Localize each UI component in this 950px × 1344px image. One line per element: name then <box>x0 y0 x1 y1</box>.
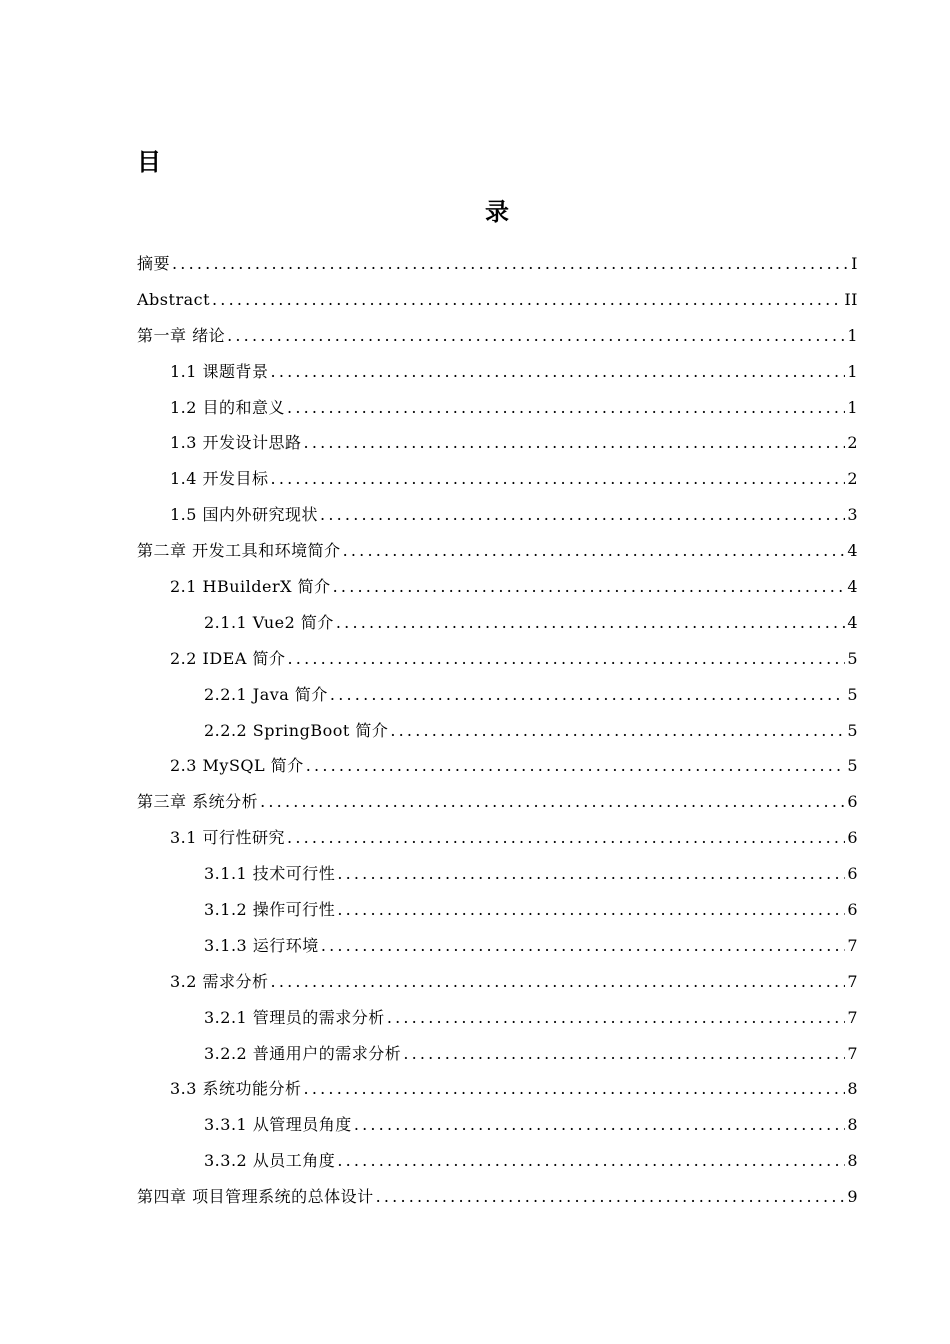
toc-entry-label: 1.3 开发设计思路 <box>170 433 302 453</box>
toc-dot-leader <box>304 1075 846 1103</box>
toc-dot-leader <box>304 429 846 457</box>
toc-entry[interactable] <box>137 932 858 968</box>
toc-entry[interactable] <box>137 429 858 465</box>
toc-entry-label: 3.3.2 从员工角度 <box>204 1151 336 1171</box>
toc-entry-page-number: 3 <box>847 505 858 525</box>
toc-entry[interactable] <box>137 896 858 932</box>
toc-entry-page-number: 6 <box>847 792 858 812</box>
toc-dot-leader <box>172 250 849 278</box>
toc-dot-leader <box>333 573 846 601</box>
toc-entry-label: Abstract <box>137 289 211 309</box>
toc-entry-label: 第三章 系统分析 <box>137 792 259 812</box>
toc-entry-label: 3.3 系统功能分析 <box>170 1079 302 1099</box>
toc-entry-page-number: 8 <box>847 1079 858 1099</box>
toc-dot-leader <box>212 286 842 314</box>
toc-entry-page-number: 1 <box>847 397 858 417</box>
toc-entry-page-number: 5 <box>847 648 858 668</box>
toc-entry-page-number: 9 <box>847 1187 858 1207</box>
toc-entry-page-number: 7 <box>847 935 858 955</box>
toc-entry-label: 2.2.1 Java 简介 <box>204 684 328 704</box>
toc-entry-page-number: 6 <box>847 864 858 884</box>
toc-entry-label: 第一章 绪论 <box>137 325 226 345</box>
toc-entry[interactable] <box>137 465 858 501</box>
toc-entry-page-number: 5 <box>847 684 858 704</box>
toc-entry-page-number: 7 <box>847 971 858 991</box>
toc-entry-label: 3.1.3 运行环境 <box>204 935 319 955</box>
toc-dot-leader <box>337 1147 845 1175</box>
toc-entry[interactable] <box>137 573 858 609</box>
toc-entry[interactable] <box>137 250 858 286</box>
toc-entry-label: 2.3 MySQL 简介 <box>170 756 304 776</box>
toc-entry-page-number: 6 <box>847 828 858 848</box>
toc-dot-leader <box>271 968 846 996</box>
toc-dot-leader <box>387 1004 846 1032</box>
toc-entry-label: 1.1 课题背景 <box>170 361 269 381</box>
toc-dot-leader <box>287 824 845 852</box>
toc-entry[interactable] <box>137 394 858 430</box>
toc-entry-label: 1.4 开发目标 <box>170 469 269 489</box>
toc-entry[interactable] <box>137 681 858 717</box>
toc-dot-leader <box>320 501 845 529</box>
toc-dot-leader <box>330 681 845 709</box>
toc-entry-label: 3.1 可行性研究 <box>170 828 286 848</box>
toc-title-char-2: 录 <box>485 198 509 226</box>
toc-entry-label: 3.3.1 从管理员角度 <box>204 1115 352 1135</box>
toc-entry-page-number: 7 <box>847 1007 858 1027</box>
toc-entry[interactable] <box>137 609 858 645</box>
toc-entry-label: 摘要 <box>137 254 171 273</box>
toc-entry-page-number: 4 <box>847 541 858 561</box>
toc-entry-page-number: 7 <box>847 1043 858 1063</box>
toc-dot-leader <box>343 537 846 565</box>
toc-dot-leader <box>271 465 846 493</box>
toc-entry[interactable] <box>137 322 858 358</box>
toc-entry-label: 2.1.1 Vue2 简介 <box>204 612 334 632</box>
toc-entry-label: 2.2 IDEA 简介 <box>170 648 286 668</box>
toc-entry[interactable] <box>137 286 858 322</box>
toc-entry-page-number: II <box>844 289 858 309</box>
toc-dot-leader <box>403 1040 845 1068</box>
toc-dot-leader <box>390 717 845 745</box>
toc-entry[interactable] <box>137 501 858 537</box>
toc-entry-page-number: I <box>851 254 858 273</box>
toc-entry-label: 3.1.2 操作可行性 <box>204 900 336 920</box>
toc-entry-page-number: 2 <box>847 469 858 489</box>
toc-entry-page-number: 8 <box>847 1151 858 1171</box>
toc-entry[interactable] <box>137 1004 858 1040</box>
toc-dot-leader <box>354 1111 846 1139</box>
toc-entry-page-number: 1 <box>847 361 858 381</box>
toc-entry-label: 第二章 开发工具和环境简介 <box>137 541 341 561</box>
toc-dot-leader <box>337 860 845 888</box>
toc-dot-leader <box>376 1183 846 1211</box>
toc-title-char-1: 目 <box>137 148 161 176</box>
table-of-contents <box>137 250 858 1219</box>
toc-entry-label: 3.2.1 管理员的需求分析 <box>204 1007 385 1027</box>
toc-entry[interactable] <box>137 358 858 394</box>
toc-entry[interactable] <box>137 860 858 896</box>
toc-entry-label: 1.2 目的和意义 <box>170 397 286 417</box>
toc-entry[interactable] <box>137 1147 858 1183</box>
toc-entry[interactable] <box>137 1040 858 1076</box>
toc-dot-leader <box>271 358 846 386</box>
toc-entry-page-number: 4 <box>847 577 858 597</box>
toc-entry-label: 3.1.1 技术可行性 <box>204 864 336 884</box>
toc-dot-leader <box>288 645 846 673</box>
toc-dot-leader <box>336 609 845 637</box>
toc-entry[interactable] <box>137 1183 858 1219</box>
toc-entry[interactable] <box>137 717 858 753</box>
toc-entry-page-number: 6 <box>847 900 858 920</box>
toc-dot-leader <box>260 788 845 816</box>
toc-entry-label: 2.2.2 SpringBoot 简介 <box>204 720 389 740</box>
toc-entry-page-number: 5 <box>847 756 858 776</box>
toc-entry-label: 第四章 项目管理系统的总体设计 <box>137 1187 374 1207</box>
toc-dot-leader <box>306 752 846 780</box>
toc-entry-page-number: 4 <box>847 612 858 632</box>
toc-entry[interactable] <box>137 1111 858 1147</box>
toc-entry-page-number: 2 <box>847 433 858 453</box>
toc-entry-label: 3.2.2 普通用户的需求分析 <box>204 1043 402 1063</box>
toc-dot-leader <box>321 932 846 960</box>
toc-entry[interactable] <box>137 1075 858 1111</box>
toc-entry-label: 2.1 HBuilderX 简介 <box>170 577 331 597</box>
toc-entry[interactable] <box>137 645 858 681</box>
toc-entry[interactable] <box>137 824 858 860</box>
toc-entry[interactable] <box>137 537 858 573</box>
toc-entry-label: 3.2 需求分析 <box>170 971 269 991</box>
toc-entry-page-number: 5 <box>847 720 858 740</box>
toc-dot-leader <box>287 394 845 422</box>
toc-entry-label: 1.5 国内外研究现状 <box>170 505 319 525</box>
toc-dot-leader <box>227 322 845 350</box>
toc-dot-leader <box>337 896 845 924</box>
toc-entry-page-number: 8 <box>847 1115 858 1135</box>
toc-entry[interactable] <box>137 752 858 788</box>
toc-entry-page-number: 1 <box>847 325 858 345</box>
toc-entry[interactable] <box>137 788 858 824</box>
toc-entry[interactable] <box>137 968 858 1004</box>
